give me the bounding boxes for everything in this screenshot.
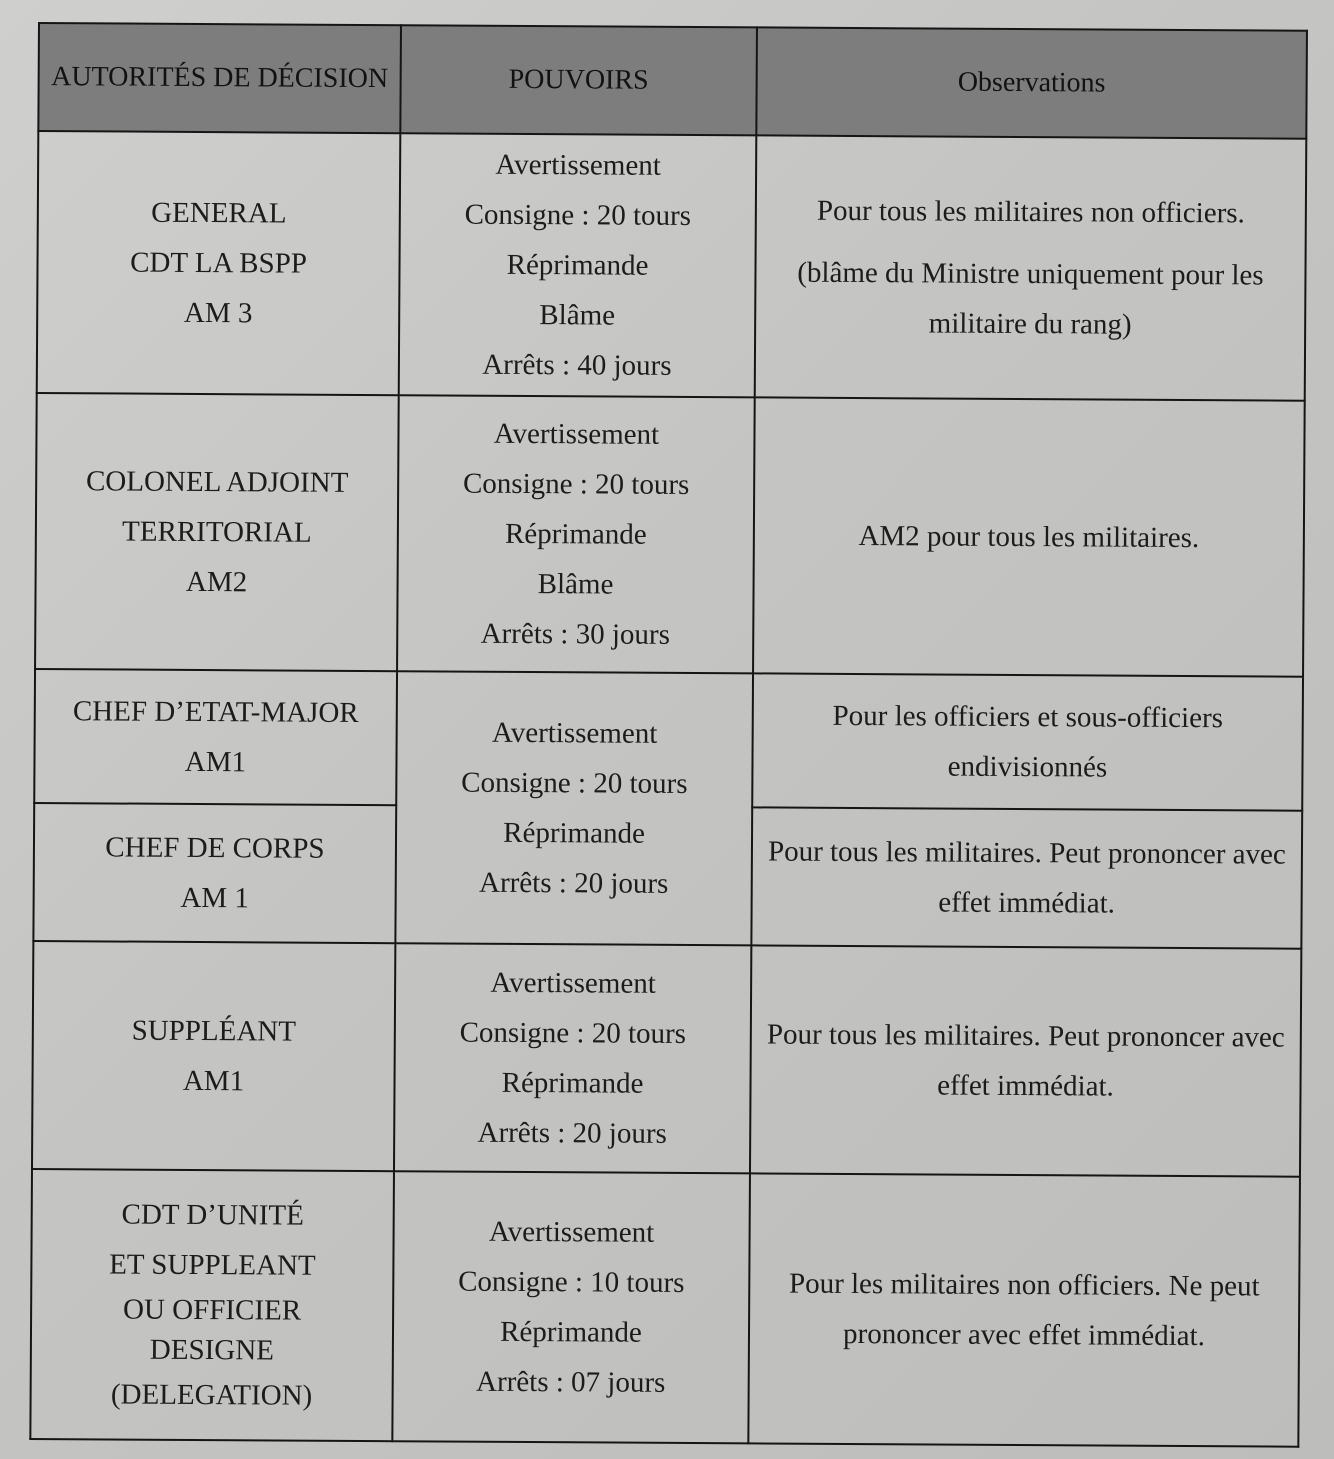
authority-cell: COLONEL ADJOINT TERRITORIAL AM2 <box>35 393 399 671</box>
authority-cell: CHEF D’ETAT-MAJOR AM1 <box>34 669 397 805</box>
table-row <box>35 393 1305 677</box>
table-row <box>32 941 1301 1177</box>
powers-cell-shared: Avertissement Consigne : 20 tours Réprimande Arrêts : 20 jours <box>395 671 753 945</box>
table-row <box>30 1169 1300 1447</box>
observations-cell: Pour les officiers et sous-officiers endivisionnés <box>752 673 1303 810</box>
observations-cell: Pour tous les militaires. Peut prononcer avec effet immédiat. <box>750 945 1301 1176</box>
header-powers: POUVOIRS <box>400 25 757 135</box>
powers-cell: Avertissement Consigne : 10 tours Réprimande Arrêts : 07 jours <box>392 1171 750 1443</box>
header-observations: Observations <box>756 27 1307 138</box>
sanctions-table <box>29 22 1308 1448</box>
authority-cell: SUPPLÉANT AM1 <box>32 941 395 1171</box>
powers-cell: Avertissement Consigne : 20 tours Réprimande Arrêts : 20 jours <box>394 943 751 1173</box>
powers-cell: Avertissement Consigne : 20 tours Réprimande Blâme Arrêts : 40 jours <box>399 133 757 397</box>
powers-cell: Avertissement Consigne : 20 tours Réprimande Blâme Arrêts : 30 jours <box>397 395 755 673</box>
authority-cell: CHEF DE CORPS AM 1 <box>33 803 396 943</box>
table-row <box>37 131 1307 401</box>
header-row <box>38 23 1307 139</box>
authority-cell: CDT D’UNITÉ ET SUPPLEANT OU OFFICIER DESIGNE (DELEGATION) <box>30 1169 394 1441</box>
observations-cell: AM2 pour tous les militaires. <box>753 397 1305 676</box>
authority-cell: GENERAL CDT LA BSPP AM 3 <box>37 131 401 395</box>
observations-cell: Pour tous les militaires non officiers. (blâme du Ministre uniquement pour les militaire du rang) <box>755 135 1307 400</box>
header-authorities: AUTORITÉS DE DÉCISION <box>38 23 401 133</box>
table-row <box>34 669 1303 811</box>
observations-cell: Pour les militaires non officiers. Ne peut prononcer avec effet immédiat. <box>748 1173 1300 1446</box>
observations-cell: Pour tous les militaires. Peut prononcer avec effet immédiat. <box>751 807 1302 948</box>
